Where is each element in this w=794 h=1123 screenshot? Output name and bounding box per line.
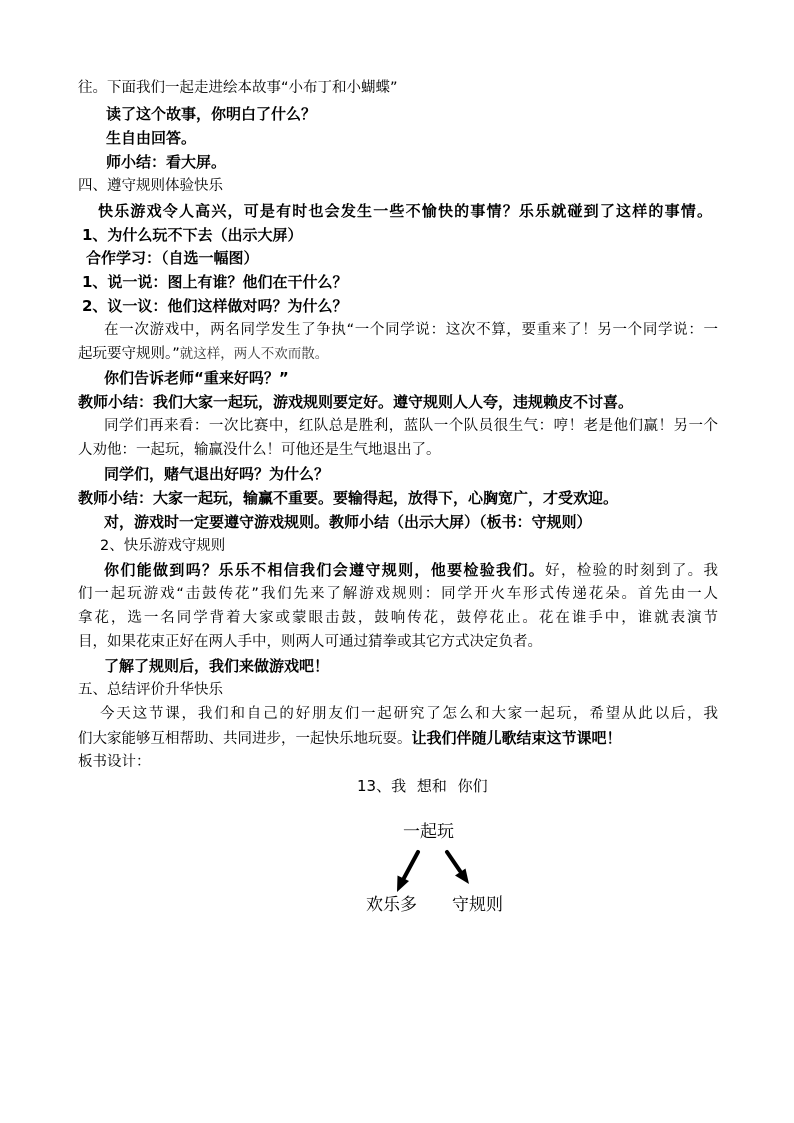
summary-paragraph-line: 今天这节课，我们和自己的好朋友们一起研究了怎么和大家一起玩，希望从此以后，我 [100,706,718,722]
game-paragraph-line: 目，如果花束正好在两人手中，则两人可通过猜拳或其它方式决定负者。 [78,634,542,650]
normal-text: 们大家能够互相帮助、共同进步，一起快乐地玩耍。 [78,731,412,747]
bold-text: 你们能做到吗？乐乐不相信我们会遵守规则，他要检验我们。 [104,561,546,579]
question-line: 同学们，赌气退出好吗？为什么？ [104,465,330,483]
arrow-right-icon [447,852,460,871]
question-line: 读了这个故事，你明白了什么？ [106,105,317,123]
student-answer-line: 生自由回答。 [106,129,197,147]
board-branch-word: 守规则 [452,895,503,915]
arrow-right-head-icon [455,869,469,885]
teacher-summary-line: 对，游戏时一定要遵守游戏规则。教师小结（出示大屏）（板书：守规则） [104,513,592,531]
teacher-summary-line: 教师小结：我们大家一起玩，游戏规则要定好。遵守规则人人夸，违规赖皮不讨喜。 [78,393,634,411]
board-center-word: 一起玩 [403,822,454,842]
teacher-summary-line: 师小结：看大屏。 [106,153,227,171]
story-paragraph-line [78,344,328,364]
game-start-line: 了解了规则后，我们来做游戏吧！ [104,657,330,675]
board-design-heading: 板书设计： [78,754,151,770]
teacher-summary-line: 教师小结：大家一起玩，输赢不重要。要输得起，放得下，心胸宽广，才受欢迎。 [78,489,619,507]
game-paragraph-line: 们一起玩游戏“击鼓传花”我们先来了解游戏规则：同学开火车形式传递花朵。首先由一人 [78,586,718,602]
board-title: 13、我 想和 你们 [357,777,488,795]
story-paragraph-line: 在一次游戏中，两名同学发生了争执“一个同学说：这次不算，要重来了！另一个同学说：一 [104,322,718,338]
cooperative-learning-line: 合作学习：（自选一幅图） [86,249,259,267]
story-aside-text: 就这样，两人不欢而散。 [179,346,329,362]
normal-text: 好，检验的时刻到了。我 [545,563,718,579]
story-intro-line: 往。下面我们一起走进绘本故事“小布丁和小蝴蝶” [78,80,398,96]
board-branch-word: 欢乐多 [366,895,417,915]
section-heading-5: 五、总结评价升华快乐 [78,682,223,698]
story-paragraph-line: 人劝他：一起玩，输赢没什么！可他还是生气地退出了。 [78,442,441,458]
section-heading-4: 四、遵守规则体验快乐 [78,178,223,194]
arrow-left-icon [404,852,418,878]
bold-text: 让我们伴随儿歌结束这节课吧！ [411,729,622,747]
board-arrows [370,840,490,900]
section-intro-line: 快乐游戏令人高兴，可是有时也会发生一些不愉快的事情？乐乐就碰到了这样的事情。 [98,202,712,220]
story-paragraph-line: 同学们再来看：一次比赛中，红队总是胜利，蓝队一个队员很生气：哼！老是他们赢！另一个 [104,418,718,434]
story-text: 起玩要守规则。” [78,346,180,362]
task-say-line: 1、说一说：图上有谁？他们在干什么？ [82,273,348,291]
summary-paragraph-line [78,728,622,749]
subsection-heading-2: 2、快乐游戏守规则 [100,538,226,554]
question-line: 你们告诉老师“重来好吗？” [104,369,289,387]
task-discuss-line: 2、议一议：他们这样做对吗？为什么？ [82,297,348,315]
game-paragraph-line: 拿花，选一名同学背着大家或蒙眼击鼓，鼓响传花，鼓停花止。花在谁手中，谁就表演节 [78,610,718,626]
subsection-heading-1: 1、为什么玩不下去（出示大屏） [82,226,303,244]
game-paragraph-line [104,560,718,581]
